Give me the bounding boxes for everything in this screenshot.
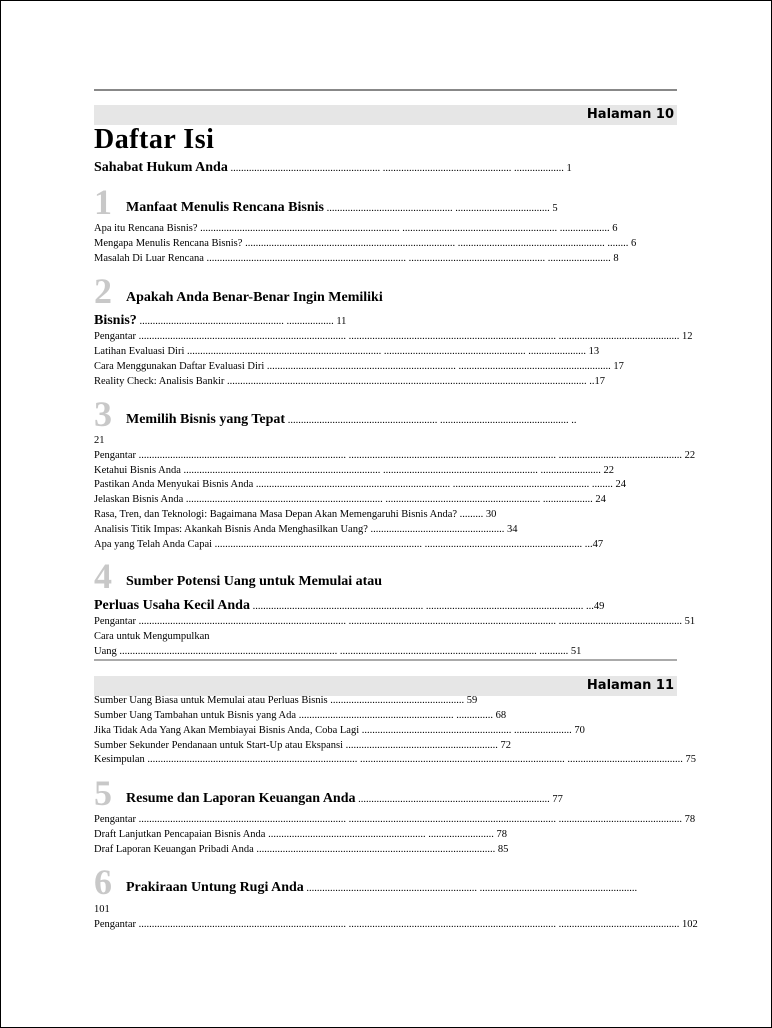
document-title: Daftar Isi	[94, 124, 215, 155]
chapter-number-2: 2	[94, 271, 112, 311]
leader-dots: ....................................................... ..................	[136, 316, 337, 327]
chapter-title: Sumber Potensi Uang untuk Memulai atau	[126, 574, 383, 589]
chapter-heading-6[interactable]	[126, 880, 674, 896]
leader-dots: ................................................................. ............................................................	[303, 883, 638, 894]
leader-dots: ......................................................... ................................................. ...................	[227, 163, 567, 174]
chapter-page-number-6: 101	[94, 904, 110, 915]
toc-entry[interactable]: Ketahui Bisnis Anda ........................................................................... ........................................................... ....................... 22	[94, 465, 615, 476]
page-number: 5	[552, 203, 558, 214]
toc-intro-text: Sahabat Hukum Anda	[94, 160, 228, 175]
chapter-heading-2-cont[interactable]	[94, 313, 674, 329]
page-number: 11	[336, 316, 347, 327]
toc-entry[interactable]: Latihan Evaluasi Diri .......................................................................... ...................................................... ...................... 13	[94, 346, 600, 357]
toc-entry[interactable]: Jelaskan Bisnis Anda ........................................................................... ........................................................... ................... 24	[94, 494, 606, 505]
chapter-title: Perluas Usaha Kecil Anda	[94, 598, 250, 613]
toc-entry[interactable]: Kesimpulan ................................................................................ .............................................................................. ............................................ 75	[94, 754, 696, 765]
toc-entry[interactable]: Draf Laporan Keuangan Pribadi Anda ........................................................................................... 85	[94, 844, 509, 855]
chapter-title: Memilih Bisnis yang Tepat	[126, 412, 286, 427]
leader-dots: ................................................ ....................................	[323, 203, 553, 214]
chapter-heading-4[interactable]	[126, 574, 674, 590]
chapter-number-3: 3	[94, 394, 112, 434]
toc-entry[interactable]: Pengantar ............................................................................... ............................................................................... .............................................. 102	[94, 919, 698, 930]
toc-entry[interactable]: Sumber Uang Biasa untuk Memulai atau Perluas Bisnis ................................................... 59	[94, 695, 478, 706]
toc-entry[interactable]: Pengantar ............................................................................... ............................................................................... ............................................... 78	[94, 814, 696, 825]
page-number: 49	[593, 601, 605, 612]
toc-entry[interactable]: Jika Tidak Ada Yang Akan Membiayai Bisnis Anda, Coba Lagi ......................................................... ...................... 70	[94, 725, 585, 736]
chapter-title: Bisnis?	[94, 313, 137, 328]
page-number: 1	[566, 163, 572, 174]
chapter-title: Apakah Anda Benar-Benar Ingin Memiliki	[126, 290, 383, 305]
toc-entry[interactable]: Cara Menggunakan Daftar Evaluasi Diri ........................................................................ .......................................................... 17	[94, 361, 624, 372]
chapter-number-5: 5	[94, 773, 112, 813]
toc-entry[interactable]: Uang ................................................................................... ........................................................................... ........... 51	[94, 646, 582, 657]
toc-entry[interactable]: Pengantar ............................................................................... ............................................................................... ............................................... 22	[94, 450, 696, 461]
toc-entry[interactable]: Pengantar ............................................................................... ............................................................................... ............................................... 51	[94, 616, 696, 627]
page-label-10: Halaman 10	[94, 105, 677, 125]
toc-entry[interactable]: Cara untuk Mengumpulkan	[94, 631, 210, 642]
toc-entry[interactable]: Masalah Di Luar Rencana ............................................................................ .................................................... ........................ 8	[94, 253, 619, 264]
page-number: 77	[552, 794, 563, 805]
top-rule	[94, 89, 677, 91]
toc-entry[interactable]: Pengantar ............................................................................... ............................................................................... .............................................. 12	[94, 331, 693, 342]
chapter-number-6: 6	[94, 862, 112, 902]
toc-entry[interactable]: Analisis Titik Impas: Akankah Bisnis Anda Menghasilkan Uang? ................................................... 34	[94, 524, 518, 535]
chapter-heading-5[interactable]	[126, 791, 674, 807]
toc-entry[interactable]: Apa itu Rencana Bisnis? ............................................................................ ........................................................... ................... 6	[94, 223, 618, 234]
leader-dots: .........................................................................	[355, 794, 553, 805]
toc-entry[interactable]: Apa yang Telah Anda Capai ............................................................................... ............................................................ ...47	[94, 539, 604, 550]
chapter-heading-3[interactable]	[126, 412, 674, 428]
chapter-title: Resume dan Laporan Keuangan Anda	[126, 791, 356, 806]
leader-dots: ......................................................... ................................................. ..	[285, 415, 577, 426]
toc-entry[interactable]: Rasa, Tren, dan Teknologi: Bagaimana Masa Depan Akan Memengaruhi Bisnis Anda? ......... 30	[94, 509, 497, 520]
toc-entry[interactable]: Reality Check: Analisis Bankir ......................................................................................................................................... ..17	[94, 376, 605, 387]
chapter-heading-1[interactable]	[126, 200, 674, 216]
chapter-number-1: 1	[94, 182, 112, 222]
chapter-page-number-3: 21	[94, 435, 105, 446]
page-break-rule	[94, 659, 677, 661]
toc-entry[interactable]: Sumber Uang Tambahan untuk Bisnis yang Ada ........................................................... .............. 68	[94, 710, 507, 721]
toc-intro[interactable]	[94, 160, 674, 176]
leader-dots: ................................................................. ............................................................ ...	[249, 601, 594, 612]
page-label-11: Halaman 11	[94, 676, 677, 696]
toc-entry[interactable]: Pastikan Anda Menyukai Bisnis Anda .......................................................................... .................................................... ........ 24	[94, 479, 626, 490]
toc-entry[interactable]: Mengapa Menulis Rencana Bisnis? ................................................................................ ........................................................ ........ 6	[94, 238, 637, 249]
chapter-title: Manfaat Menulis Rencana Bisnis	[126, 200, 324, 215]
chapter-heading-2[interactable]	[126, 290, 674, 306]
chapter-heading-4-cont[interactable]	[94, 598, 674, 614]
toc-entry[interactable]: Sumber Sekunder Pendanaan untuk Start-Up atau Ekspansi .......................................................... 72	[94, 740, 512, 751]
chapter-title: Prakiraan Untung Rugi Anda	[126, 880, 304, 895]
chapter-number-4: 4	[94, 556, 112, 596]
toc-entry[interactable]: Draft Lanjutkan Pencapaian Bisnis Anda ............................................................ ......................... 78	[94, 829, 507, 840]
